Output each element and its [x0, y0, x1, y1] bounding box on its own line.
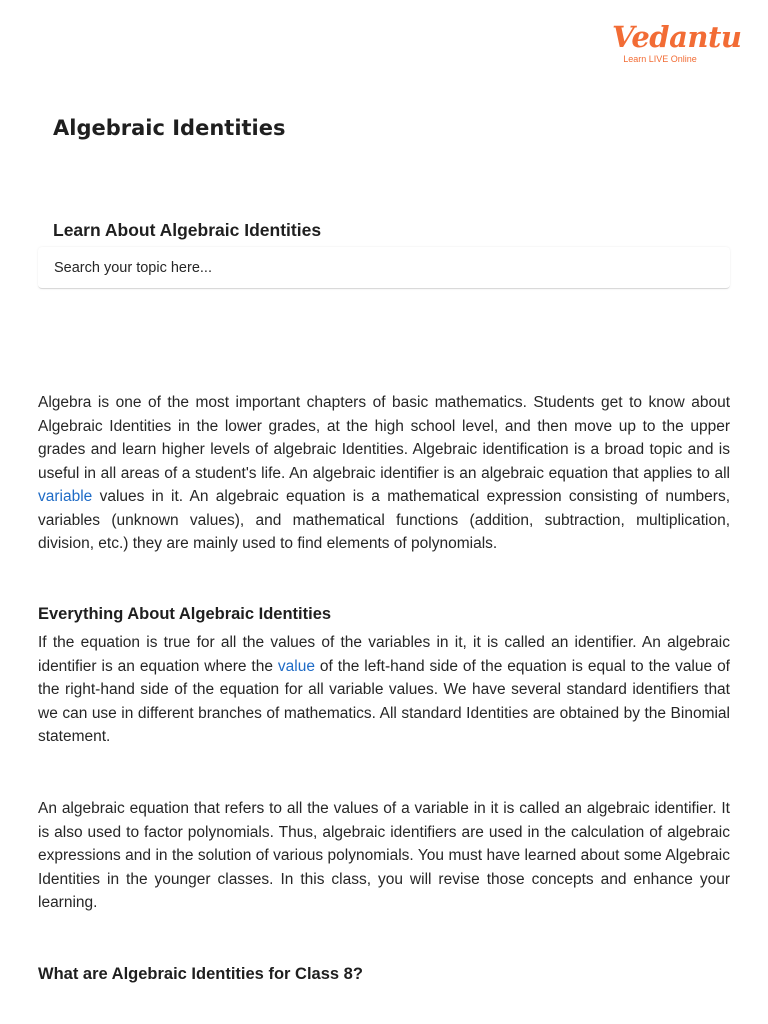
search-input[interactable]: [38, 247, 730, 289]
value-link[interactable]: value: [277, 657, 315, 675]
intro-text-end: values in it. An algebraic equation is a mathematical expression consisting of numbers, variables (unknown values), and mathematical functions (addition, subtraction, multiplication, division, etc.) they are mainly used to find elements of polynomials.: [38, 488, 730, 552]
heading-class-8: What are Algebraic Identities for Class 8?: [38, 965, 363, 983]
brand-name: Vedantu: [612, 20, 742, 54]
identifier-text-end: of the left-hand side of the equation is equal to the value of the right-hand side of the equation for all variable values. We have several standard identifiers that we can use in different branches of mathematics. All standard Identities are obtained by the Binomial statement.: [38, 657, 730, 745]
variable-link[interactable]: variable: [38, 488, 93, 505]
brand-logo[interactable]: [612, 20, 742, 64]
identifier-paragraph: [38, 631, 730, 749]
section-title: Learn About Algebraic Identities: [53, 220, 322, 240]
factor-paragraph: An algebraic equation that refers to all the values of a variable in it is called an algebraic identifier. It is also used to factor polynomials. Thus, algebraic identifiers are used in the calculation of algebraic expressions and in the solution of various polynomials. You must have learned about some Algebraic Identities in the younger classes. In this class, you will revise those concepts and enhance your learning.: [38, 800, 730, 911]
page-title: Algebraic Identities: [53, 116, 286, 140]
intro-paragraph: [38, 391, 730, 556]
brand-tagline: Learn LIVE Online: [623, 54, 697, 64]
intro-text-start: Algebra is one of the most important chapters of basic mathematics. Students get to know about Algebraic Identities in the lower grades, at the high school level, and then move up to the upper grades and learn higher levels of algebraic Identities. Algebraic identification is a broad topic and is useful in all areas of a student's life. An algebraic identifier is an algebraic equation that applies to all: [38, 394, 730, 482]
identifier-text-start: If the equation is true for all the values of the variables in it, it is called an identifier. An algebraic identifier is an equation where the: [38, 634, 730, 675]
heading-everything-about: Everything About Algebraic Identities: [38, 605, 332, 623]
